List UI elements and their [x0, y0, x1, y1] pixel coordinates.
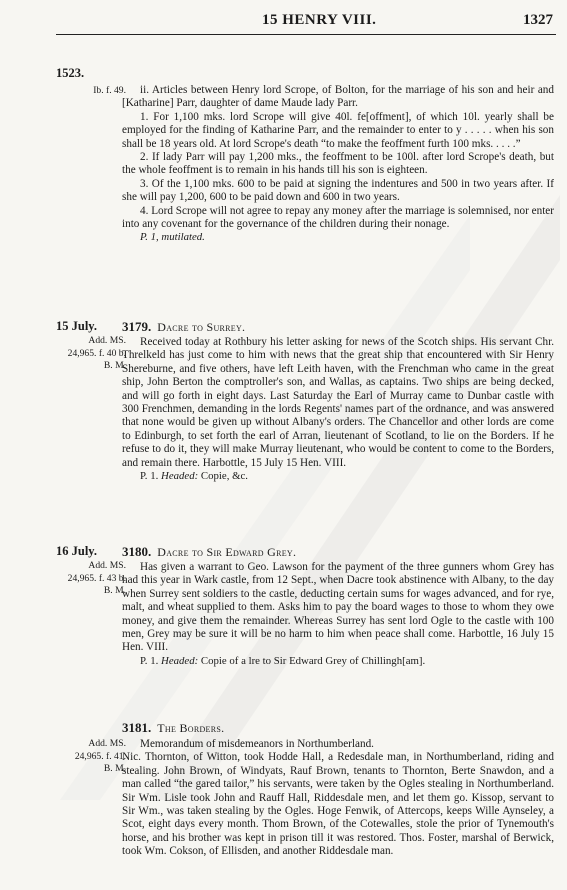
footnote-text: Copie of a lre to Sir Edward Grey of Chillingh[am]. [200, 654, 426, 667]
margin-ref-line: 24,965. f. 41. [74, 750, 126, 762]
margin-ref-line: 24,965. f. 40 b. [67, 347, 126, 359]
page-header [0, 12, 567, 34]
margin-ref-line: Ib. f. 49. [93, 85, 126, 96]
entry-heading [122, 319, 554, 335]
entry-date: 16 July. [56, 544, 97, 558]
entry-number: 3179. [122, 319, 152, 334]
entry-date: 15 July. [56, 319, 97, 333]
footnote-label: P. 1, mutilated. [140, 231, 205, 244]
entry-subtitle: Memorandum of misdemeanors in Northumberland. [140, 738, 374, 750]
margin-ref-line: Add. MS. [88, 738, 126, 749]
margin-reference [56, 335, 126, 373]
entry-title: Dacre to Surrey. [157, 320, 246, 334]
margin-reference [56, 560, 126, 598]
margin-reference [56, 738, 126, 776]
margin-reference [56, 85, 126, 98]
footnote-lead: P. 1. [140, 654, 159, 667]
running-title: 15 HENRY VIII. [262, 12, 377, 28]
entry-number: 3181. [122, 720, 152, 735]
year-label: 1523. [56, 66, 85, 80]
entry-body [122, 336, 554, 483]
footnote [122, 470, 554, 483]
margin-ref-line: Add. MS. [88, 335, 126, 346]
margin-ref-line: B. M. [103, 585, 126, 597]
footnote-lead: P. 1. [140, 470, 159, 483]
paragraph: ii. Articles between Henry lord Scrope, of Bolton, for the marriage of his son and heir and [Katharine] Parr, daughter of dame Maude lady Parr. [122, 84, 554, 110]
paragraph: 2. If lady Parr will pay 1,200 mks., the feoffment to be 100l. after lord Scrope's death, but the whole feoffment is to remain in his hands till his son is eighteen. [122, 151, 554, 177]
footnote [122, 231, 554, 244]
paragraph: Received today at Rothbury his letter asking for news of the Scotch ships. His servant Chr. Threlkeld has just come to him with news that the great ship that encountered with Sir Henry Shereburne, and five others, have left Leith haven, with the Frenchman who came in the great ship, John Berton the comptroller's son, and Wallas, as captains. Two ships are being decked, and will go forth in eight days. Last Saturday the Earl of Murray came to Dunbar castle with 300 Frenchmen, demanding in the lords Regents' names part of the ordnance, and was answered that none would be given up without Albany's orders. The Chancellor and other lords are come to Edinburgh, to set forth the earl of Arran, lieutenant of Scotland, to lie on the Borders. If he refuse to do it, they will make Murray lieutenant, who would be content to come to the Borders, and remain there. Harbottle, 15 July 15 Hen. VIII. [122, 336, 554, 469]
paragraph: 1. For 1,100 mks. lord Scrope will give 40l. fe[offment], of which 10l. yearly shall be employed for the finding of Katharine Parr, and the remainder to enter to y . . . . . when his son shall be 18 years old. At lord Scrope's death “to make the feoffment furth 100 mks. . . . .” [122, 110, 554, 150]
margin-ref-line: 24,965. f. 43 b. [67, 572, 126, 584]
footnote-text: Copie, &c. [200, 470, 248, 483]
entry-number: 3180. [122, 544, 152, 559]
paragraph: 4. Lord Scrope will not agree to repay any money after the marriage is solemnised, nor enter into any covenant for the governance of the children during their nonage. [122, 204, 554, 231]
entry-body [122, 738, 554, 859]
margin-ref-line: Add. MS. [88, 560, 126, 571]
page-number: 1327 [523, 12, 553, 28]
header-rule [56, 34, 556, 35]
entry-heading [122, 720, 554, 736]
entry-body [122, 561, 554, 668]
entry-body [122, 84, 554, 245]
entry-title: Dacre to Sir Edward Grey. [157, 545, 297, 559]
footnote [122, 655, 554, 668]
paragraph: 3. Of the 1,100 mks. 600 to be paid at signing the indentures and 500 in two years after. If she will pay 1,200, 600 to be paid down and 600 in two years. [122, 177, 554, 204]
footnote-label: Headed: [161, 654, 199, 667]
margin-ref-line: B. M. [103, 360, 126, 372]
paragraph: Has given a warrant to Geo. Lawson for the payment of the three gunners whom Grey has had this year in Wark castle, from 12 Sept., when Dacre took abstinence with Albany, to the day when Surrey sent soldiers to the castle, deducting certain sums for wages advanced, and for rye, malt, and wheat supplied to them. Asks him to pay the board wages to those to whom they owe money, and give them the remainder. Whereas Surrey has sent lord Ogle to the castle with 100 men, Grey may be sure it will be no harm to him when peace shall come. Harbottle, 16 July 15 Hen. VIII. [122, 561, 554, 654]
entry-heading [122, 544, 554, 560]
entry-title: The Borders. [157, 721, 225, 735]
paragraph: Nic. Thornton, of Witton, took Hodde Hall, a Redesdale man, in Northumberland, riding and stealing. John Brown, of Windyats, Rauf Brown, tenants to Thornton, Berte Snawdon, and a man called “the gared tailor,” his servants, were taken by the Ogles stealing in Northumberland. Sir Wm. Lisle took John and Rauff Hall, Riddesdale men, and let them go. Kissop, servant to Sir Wm., was taken stealing by the Ogles. Hoge Fenwik, of Attercops, keeps Wille Aynseley, a Scot, eight days every month. Thom Brown, of the Cotewalles, stole the prior of Tynemouth's horse, and his brother was kept in prison till it was restored. Thos. Foster, marshal of Berwick, took Wm. Cokson, of Ellisden, and another Riddesdale man. [122, 751, 554, 858]
footnote-label: Headed: [161, 470, 199, 483]
margin-ref-line: B. M. [103, 763, 126, 775]
